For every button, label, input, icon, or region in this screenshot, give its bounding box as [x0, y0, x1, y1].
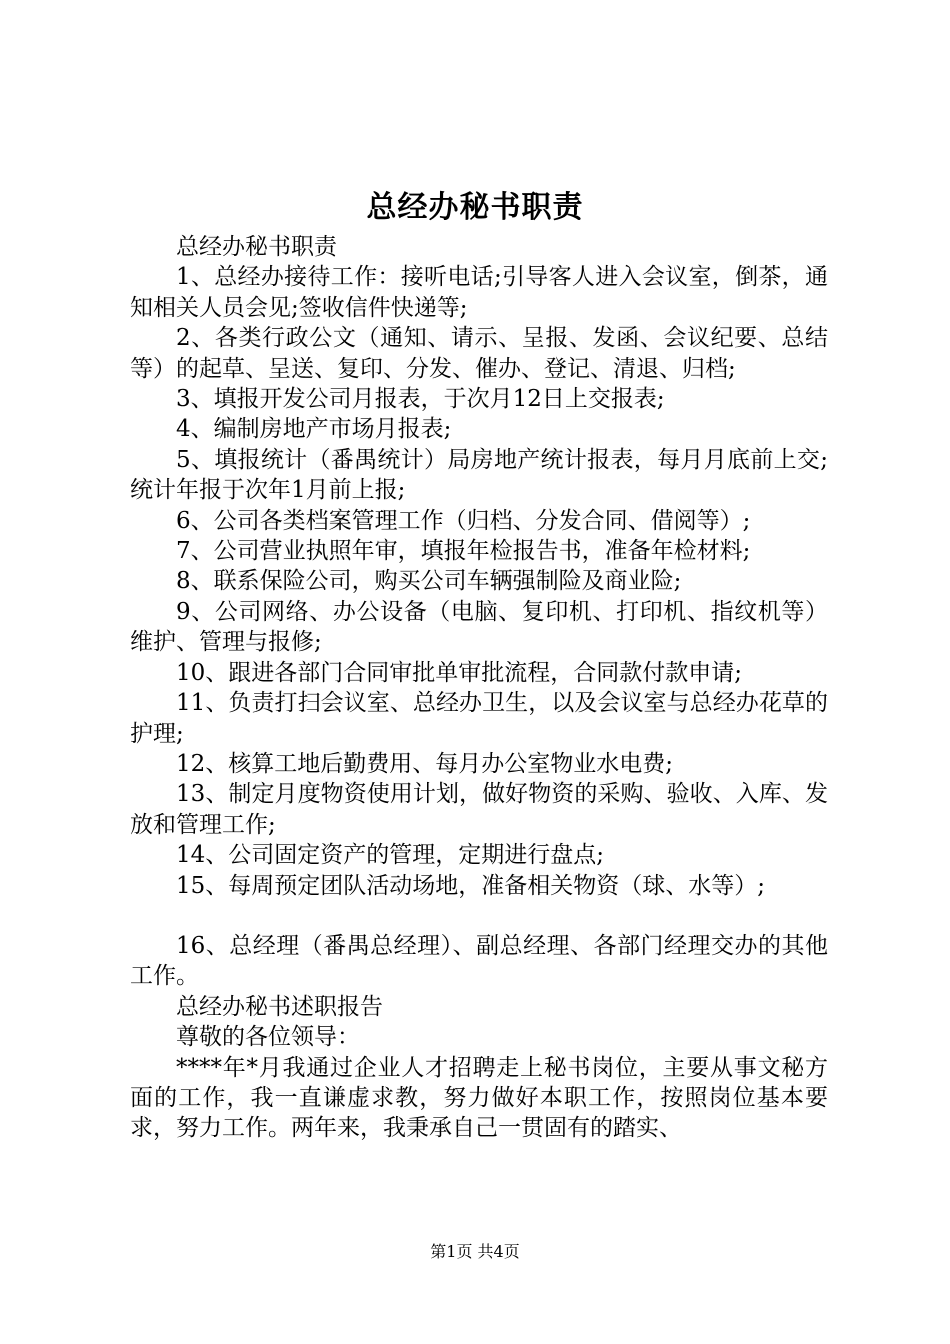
- paragraph: 尊敬的各位领导：: [176, 1024, 360, 1051]
- paragraph: 5、填报统计（番禺统计）局房地产统计报表，每月月底前上交;统计年报于次年1月前上报;: [130, 446, 828, 504]
- paragraph: 9、公司网络、办公设备（电脑、复印机、打印机、指纹机等）维护、管理与报修;: [130, 598, 828, 656]
- paragraph: 12、核算工地后勤费用、每月办公室物业水电费;: [176, 750, 674, 777]
- document-title: 总经办秘书职责: [366, 190, 584, 225]
- paragraph: 1、总经办接待工作：接听电话;引导客人进入会议室，倒茶，通知相关人员会见;签收信件快递等;: [130, 264, 828, 321]
- paragraph: 7、公司营业执照年审，填报年检报告书，准备年检材料;: [176, 538, 751, 565]
- paragraph: 16、总经理（番禺总经理）、副总经理、各部门经理交办的其他工作。: [130, 932, 828, 990]
- paragraph: 总经办秘书职责: [176, 234, 337, 260]
- paragraph: 4、编制房地产市场月报表;: [176, 416, 452, 443]
- page-indicator: 第1页 共4页: [430, 1242, 520, 1261]
- paragraph: 3、填报开发公司月报表，于次月12日上交报表;: [176, 386, 665, 413]
- paragraph: 11、负责打扫会议室、总经办卫生，以及会议室与总经办花草的护理;: [130, 690, 828, 747]
- paragraph: 13、制定月度物资使用计划，做好物资的采购、验收、入库、发放和管理工作;: [130, 781, 828, 838]
- document-body: [130, 232, 828, 1144]
- paragraph: 6、公司各类档案管理工作（归档、分发合同、借阅等）;: [176, 507, 751, 534]
- paragraph: 15、每周预定团队活动场地，准备相关物资（球、水等）;: [176, 872, 766, 899]
- paragraph: 14、公司固定资产的管理，定期进行盘点;: [176, 842, 605, 869]
- paragraph: ****年*月我通过企业人才招聘走上秘书岗位，主要从事文秘方面的工作，我一直谦虚求教，努力做好本职工作，按照岗位基本要求，努力工作。两年来，我秉承自己一贯固有的踏实、: [130, 1054, 828, 1142]
- paragraph: 10、跟进各部门合同审批单审批流程，合同款付款申请;: [176, 659, 743, 686]
- paragraph: 总经办秘书述职报告: [176, 993, 383, 1020]
- paragraph: 2、各类行政公文（通知、请示、呈报、发函、会议纪要、总结等）的起草、呈送、复印、分发、催办、登记、清退、归档;: [130, 325, 828, 382]
- paragraph: 8、联系保险公司，购买公司车辆强制险及商业险;: [176, 568, 682, 595]
